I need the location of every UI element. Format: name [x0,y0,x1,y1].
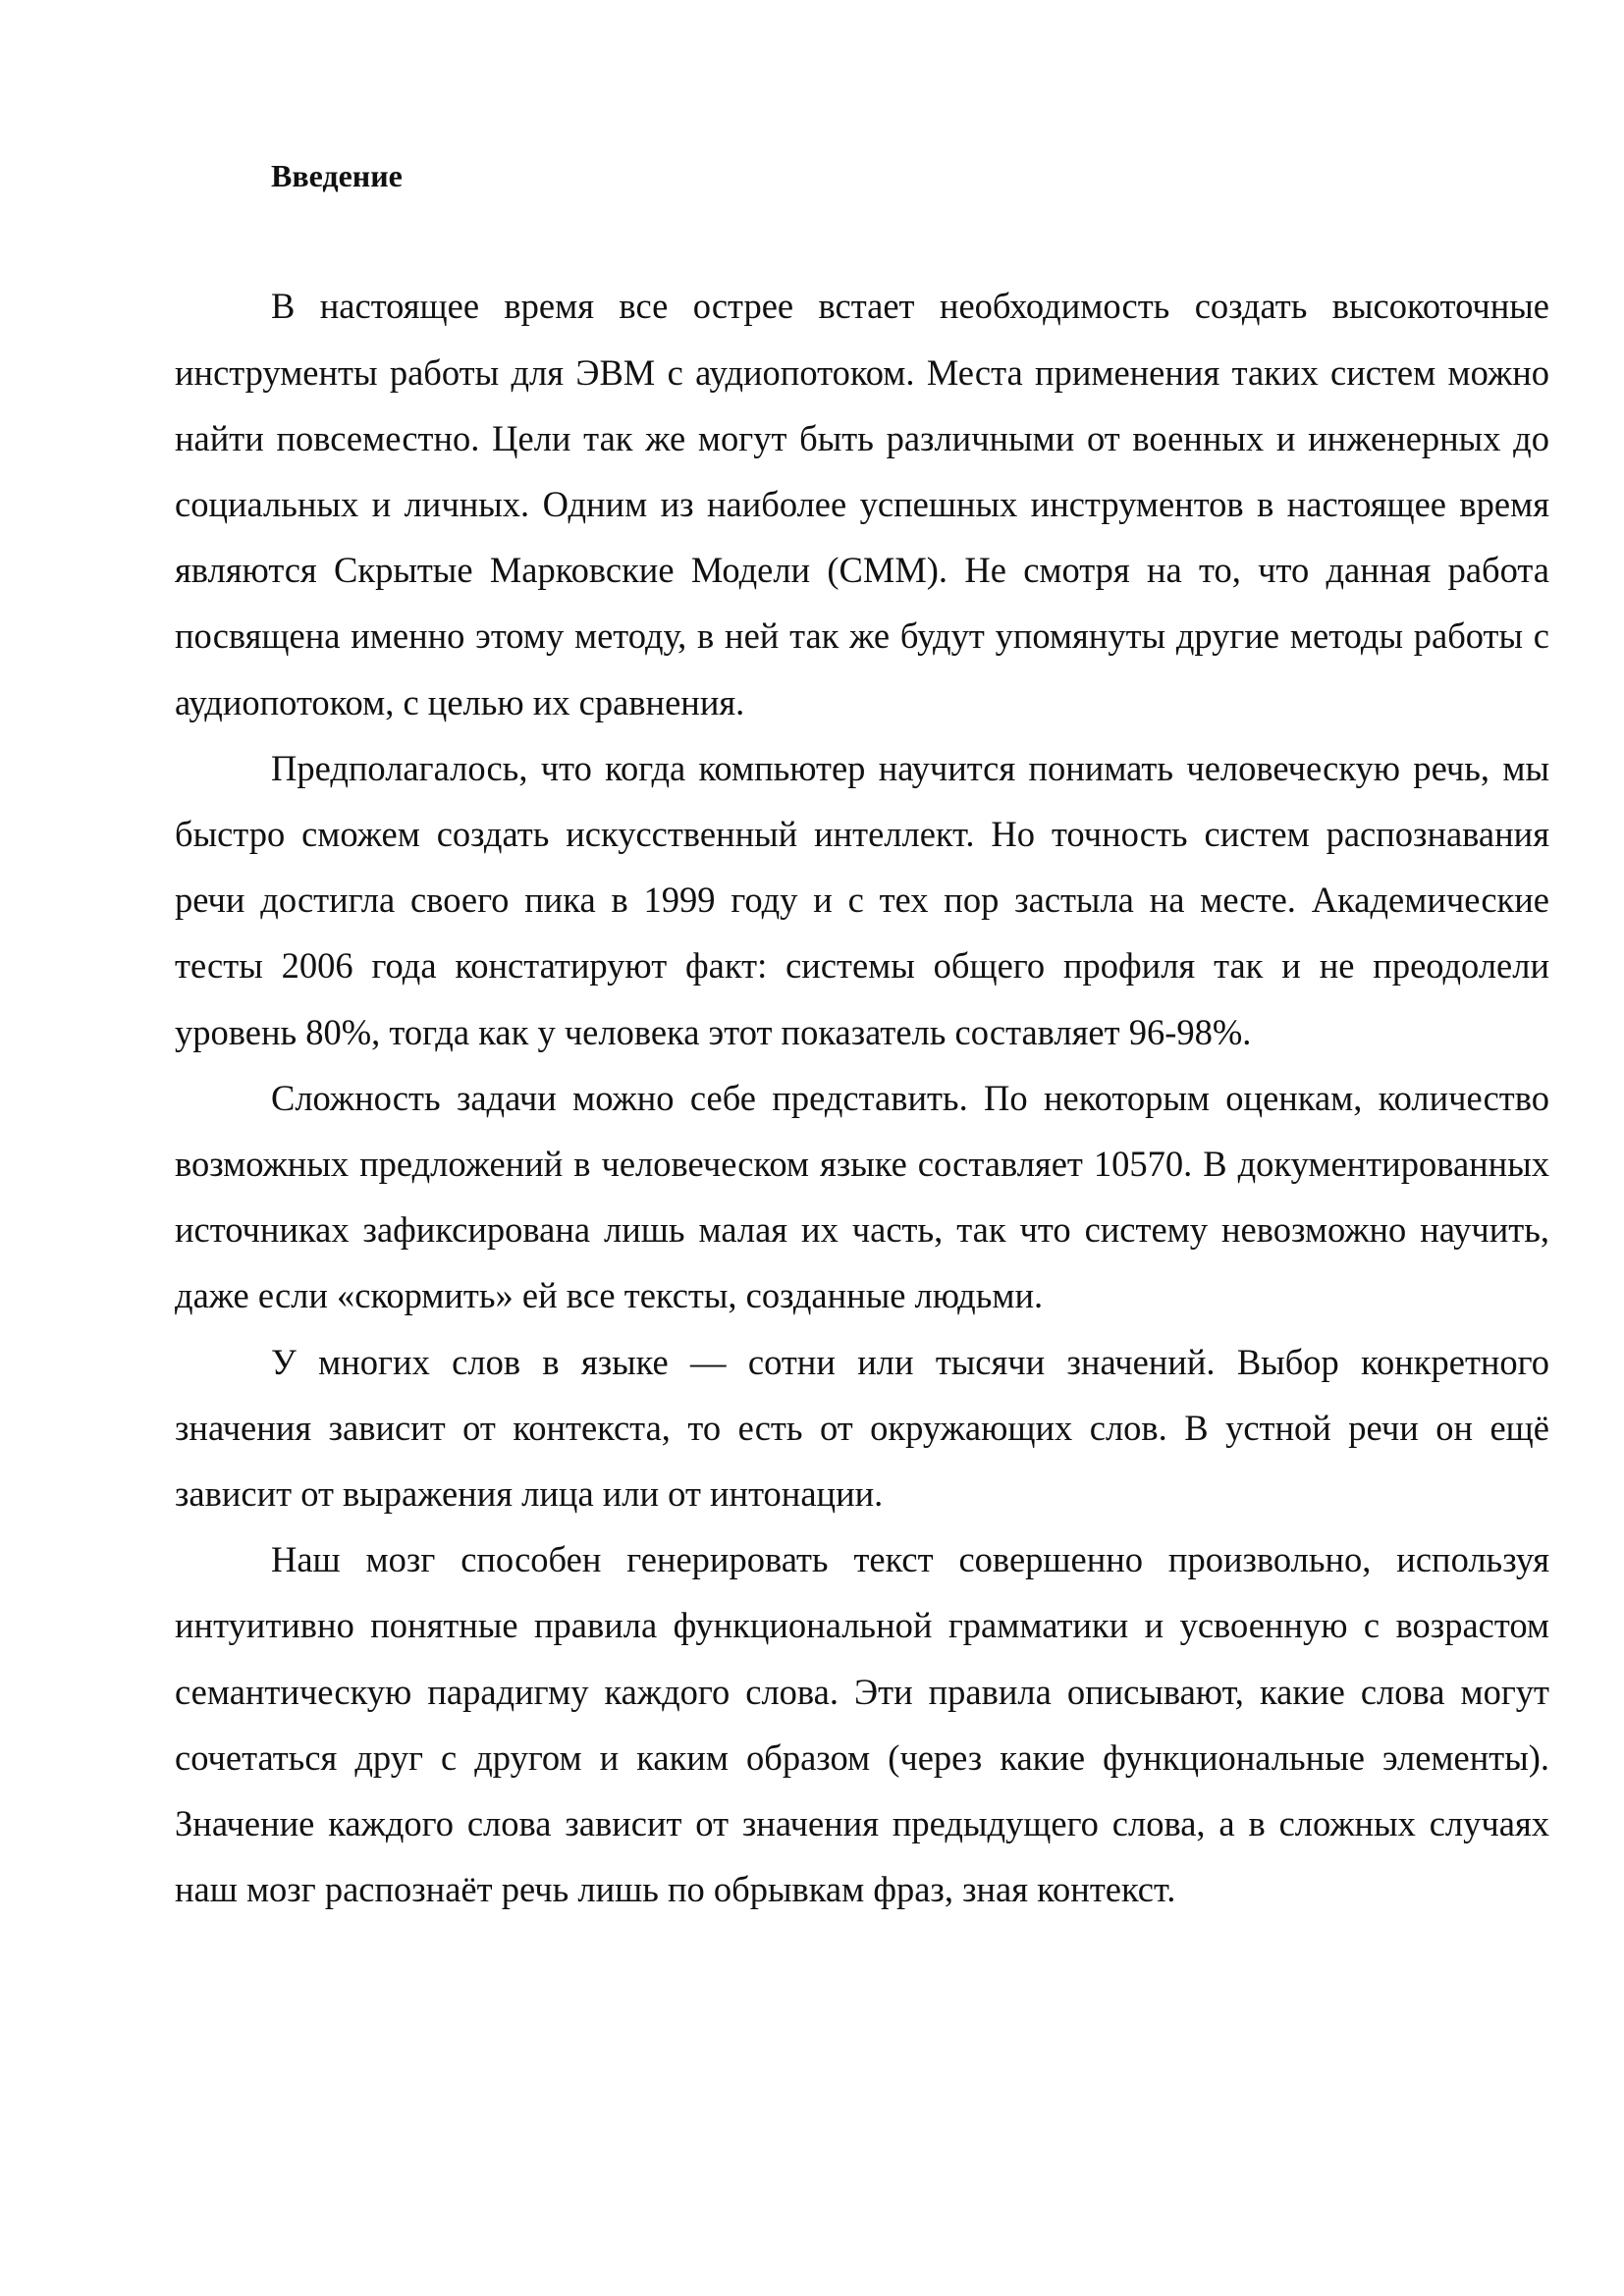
paragraph-brain-grammar: Наш мозг способен генерировать текст совершенно произвольно, используя интуитивно понятные правила функциональной грамматики и усвоенную с возрастом семантическую парадигму каждого слова. Эти правила описывают, какие слова могут сочетаться друг с другом и каким образом (через какие функциональные элементы). Значение каждого слова зависит от значения предыдущего слова, а в сложных случаях наш мозг распознаёт речь лишь по обрывкам фраз, зная контекст. [175,1539,1549,1910]
section-heading: Введение [271,158,403,193]
page-content [175,157,1549,1922]
paragraph-speech-recognition: Предполагалось, что когда компьютер научится понимать человеческую речь, мы быстро сможем создать искусственный интеллект. Но точность систем распознавания речи достигла своего пика в 1999 году и с тех пор застыла на месте. Академические тесты 2006 года констатируют факт: системы общего профиля так и не преодолели уровень 80%, тогда как у человека этот показатель составляет 96-98%. [175,747,1549,1052]
paragraph-intro: В настоящее время все острее встает необходимость создать высокоточные инструменты работы для ЭВМ с аудиопотоком. Места применения таких систем можно найти повсеместно. Цели так же могут быть различными от военных и инженерных до социальных и личных. Одним из наиболее успешных инструментов в настоящее время являются Скрытые Марковские Модели (СММ). Не смотря на то, что данная работа посвящена именно этому методу, в ней так же будут упомянуты другие методы работы с аудиопотоком, с целью их сравнения. [175,286,1549,722]
paragraph-task-complexity: Сложность задачи можно себе представить. По некоторым оценкам, количество возможных предложений в человеческом языке составляет 10570. В документированных источниках зафиксирована лишь малая их часть, так что систему невозможно научить, даже если «скормить» ей все тексты, созданные людьми. [175,1077,1549,1316]
paragraph-word-meanings: У многих слов в языке — сотни или тысячи значений. Выбор конкретного значения зависит от контекста, то есть от окружающих слов. В устной речи он ещё зависит от выражения лица или от интонации. [175,1341,1549,1515]
